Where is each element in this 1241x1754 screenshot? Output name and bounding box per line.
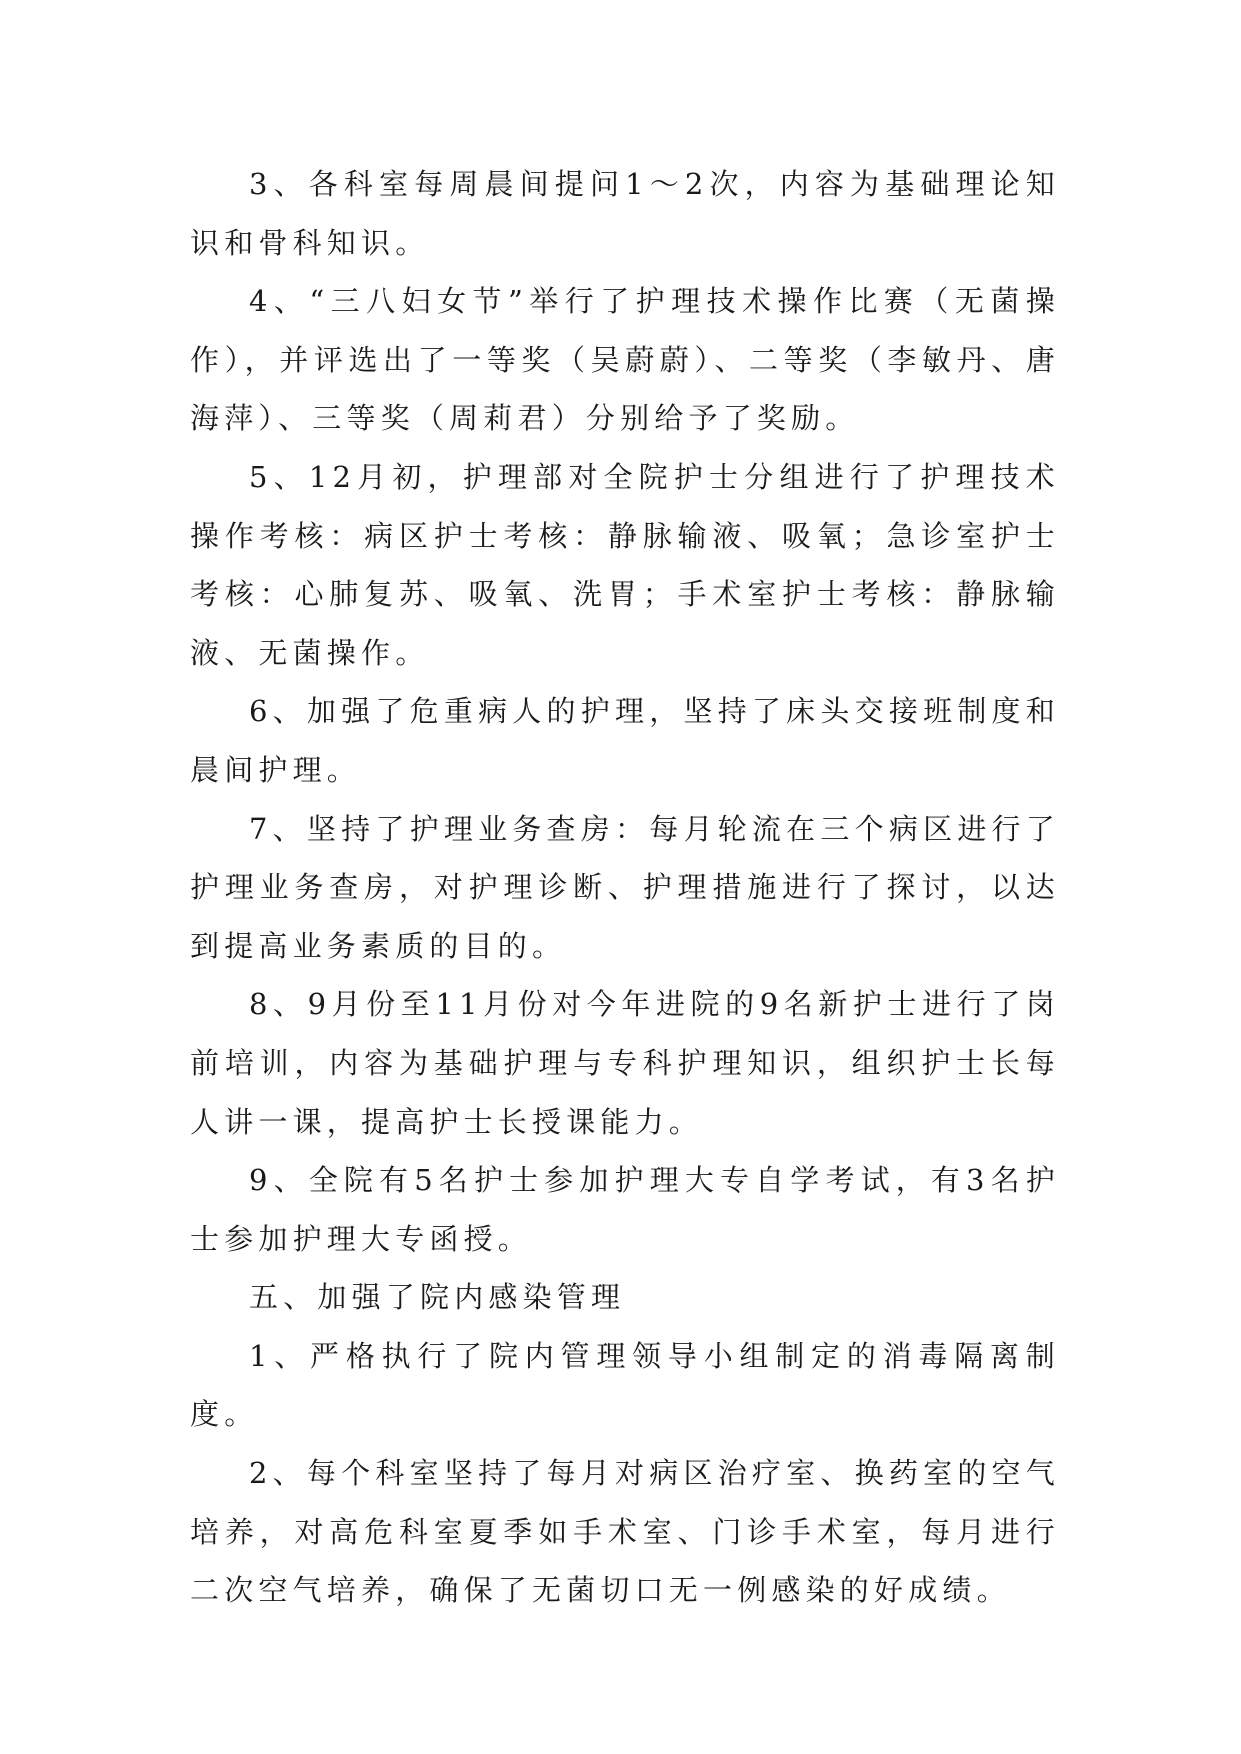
paragraph-item-9: 9、全院有5名护士参加护理大专自学考试，有3名护士参加护理大专函授。 xyxy=(190,1163,1060,1256)
paragraph-item-3: 3、各科室每周晨间提问1～2次，内容为基础理论知识和骨科知识。 xyxy=(190,167,1060,260)
paragraph-item-8: 8、9月份至11月份对今年进院的9名新护士进行了岗前培训，内容为基础护理与专科护理知识，组织护士长每人讲一课，提高护士长授课能力。 xyxy=(190,987,1060,1139)
document-body xyxy=(190,155,1060,1620)
paragraph-item-5: 5、12月初，护理部对全院护士分组进行了护理技术操作考核：病区护士考核：静脉输液、吸氧；急诊室护士考核：心肺复苏、吸氧、洗胃；手术室护士考核：静脉输液、无菌操作。 xyxy=(190,459,1060,670)
paragraph-item-6: 6、加强了危重病人的护理，坚持了床头交接班制度和晨间护理。 xyxy=(190,694,1060,787)
section5-paragraph-1: 1、严格执行了院内管理领导小组制定的消毒隔离制度。 xyxy=(190,1338,1060,1432)
section-heading-5: 五、加强了院内感染管理 xyxy=(249,1280,626,1315)
paragraph-item-4: 4、“三八妇女节”举行了护理技术操作比赛（无菌操作），并评选出了一等奖（吴蔚蔚）、二等奖（李敏丹、唐海萍）、三等奖（周莉君）分别给予了奖励。 xyxy=(190,284,1060,436)
paragraph-item-7: 7、坚持了护理业务查房：每月轮流在三个病区进行了护理业务查房，对护理诊断、护理措施进行了探讨，以达到提高业务素质的目的。 xyxy=(190,811,1060,963)
section5-paragraph-2: 2、每个科室坚持了每月对病区治疗室、换药室的空气培养，对高危科室夏季如手术室、门诊手术室，每月进行二次空气培养，确保了无菌切口无一例感染的好成绩。 xyxy=(190,1456,1060,1608)
